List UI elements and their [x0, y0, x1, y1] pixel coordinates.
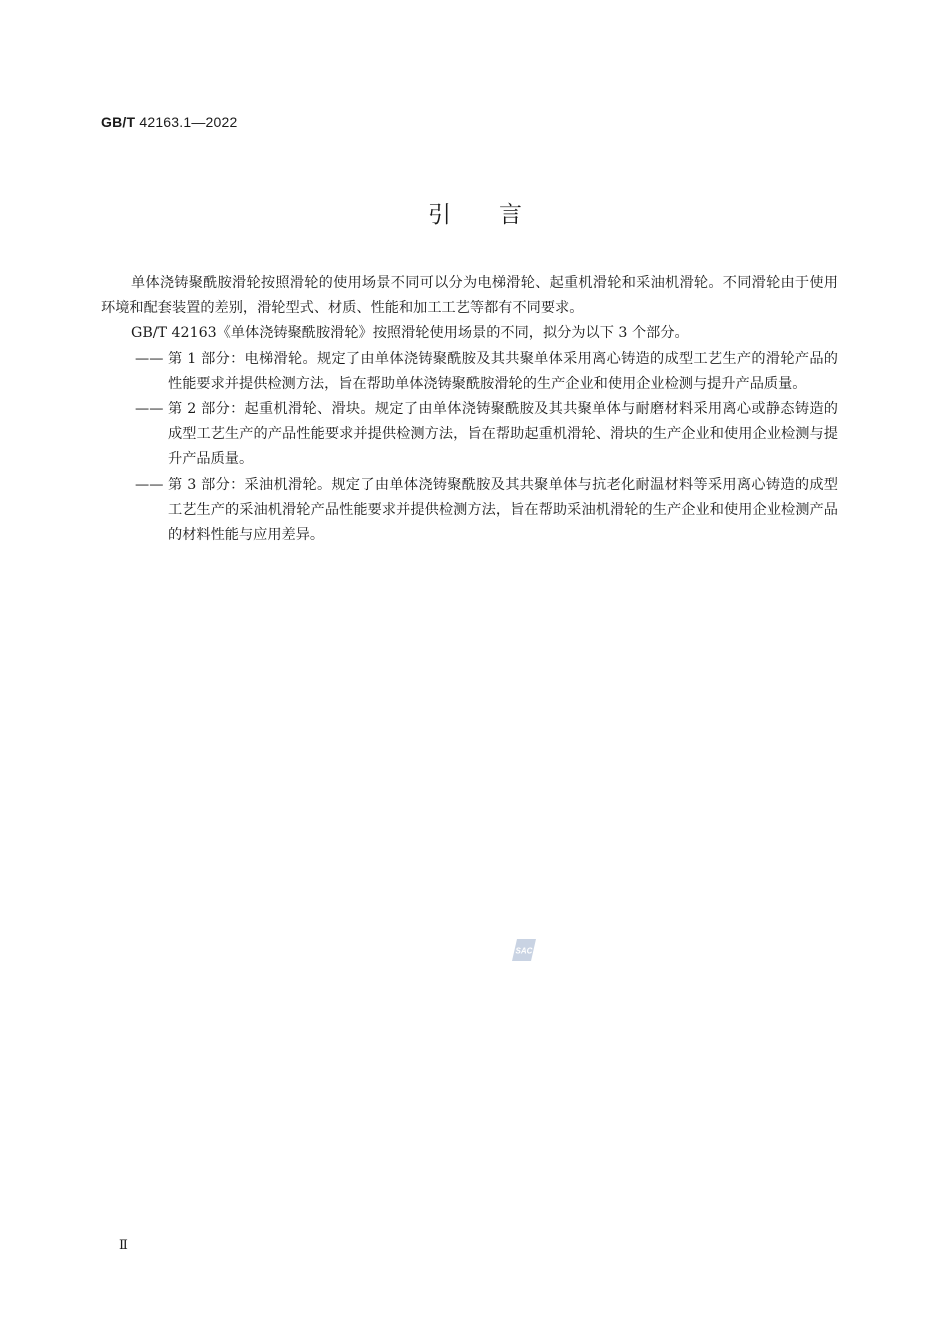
- list-item-part-3: [101, 473, 838, 549]
- sac-logo-text: SAC: [515, 946, 533, 956]
- paragraph-2: GB/T 42163《单体浇铸聚酰胺滑轮》按照滑轮使用场景的不同，拟分为以下 3 个部分。: [131, 325, 689, 342]
- sac-logo-icon: [511, 938, 537, 962]
- list-item-part-1: [101, 347, 838, 397]
- standard-code-number: 42163.1—2022: [139, 114, 238, 130]
- list-item-text: 第 1 部分：电梯滑轮。规定了由单体浇铸聚酰胺及其共聚单体采用离心铸造的成型工艺生产的滑轮产品的性能要求并提供检测方法，旨在帮助单体浇铸聚酰胺滑轮的生产企业和使用企业检测与提升产品质量。: [168, 350, 838, 392]
- sac-watermark-logo: [511, 938, 537, 962]
- introduction-body: [101, 271, 838, 548]
- page-number: Ⅱ: [119, 1238, 128, 1253]
- standard-code-prefix: GB/T: [101, 114, 136, 130]
- list-dash: ——: [135, 476, 164, 493]
- list-item-text: 第 3 部分：采油机滑轮。规定了由单体浇铸聚酰胺及其共聚单体与抗老化耐温材料等采用离心铸造的成型工艺生产的采油机滑轮产品性能要求并提供检测方法，旨在帮助采油机滑轮的生产企业和使用企业检测产品的材料性能与应用差异。: [168, 476, 838, 544]
- list-dash: ——: [135, 350, 164, 367]
- paragraph-1: 单体浇铸聚酰胺滑轮按照滑轮的使用场景不同可以分为电梯滑轮、起重机滑轮和采油机滑轮。不同滑轮由于使用环境和配套装置的差别，滑轮型式、材质、性能和加工工艺等都有不同要求。: [101, 275, 838, 317]
- section-title: 引言: [428, 202, 570, 228]
- standard-code: [101, 114, 238, 130]
- list-item-part-2: [101, 397, 838, 473]
- list-item-text: 第 2 部分：起重机滑轮、滑块。规定了由单体浇铸聚酰胺及其共聚单体与耐磨材料采用离心或静态铸造的成型工艺生产的产品性能要求并提供检测方法，旨在帮助起重机滑轮、滑块的生产企业和使用企业检测与提升产品质量。: [168, 401, 838, 468]
- list-dash: ——: [135, 401, 164, 418]
